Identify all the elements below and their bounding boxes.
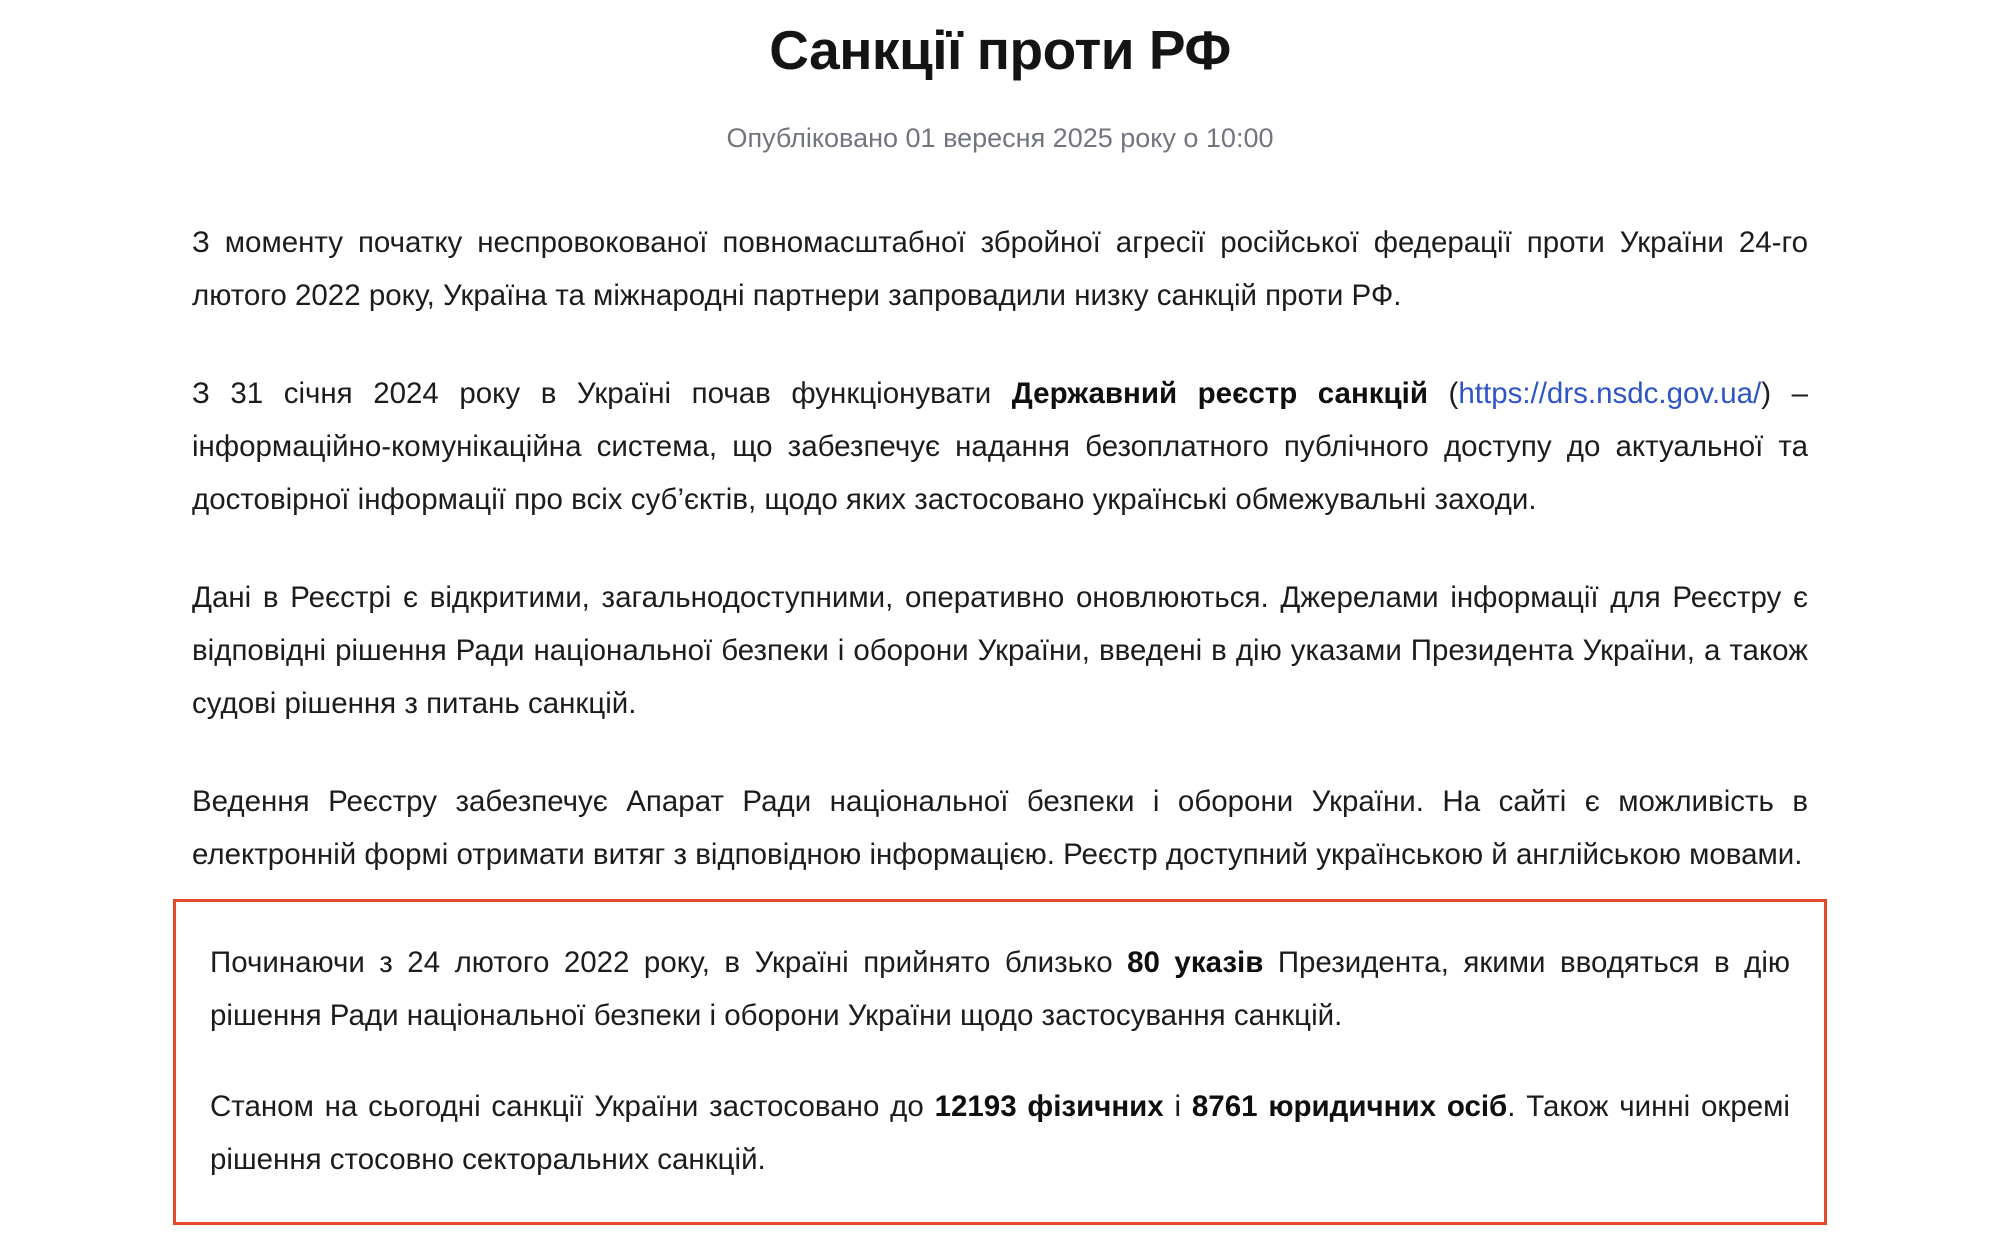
highlight-callout xyxy=(173,899,1827,1225)
published-date: Опубліковано 01 вересня 2025 року о 10:00 xyxy=(726,122,1274,153)
paragraph-intro: З моменту початку неспровокованої повномасштабної збройної агресії російської федерації проти України 24-го лютого 2022 року, Україна та міжнародні партнери запровадили низку санкцій проти РФ. xyxy=(192,225,1808,312)
paragraph-registry-tail: інформаційно-комунікаційна система, що забезпечує надання безоплатного публічного доступу до актуальної та достовірної інформації про всіх суб’єктів, щодо яких застосовано українські обмежувальні заходи. xyxy=(192,429,1808,516)
paragraph-registry-lead: З 31 січня 2024 року в Україні почав функціонувати xyxy=(192,376,1012,410)
paragraph-open-data: Дані в Реєстрі є відкритими, загальнодоступними, оперативно оновлюються. Джерелами інформації для Реєстру є відповідні рішення Ради національної безпеки і оборони України, введені в дію указами Президента України, а також судові рішення з питань санкцій. xyxy=(192,580,1808,720)
decrees-count-bold: 80 указів xyxy=(1127,945,1264,979)
individuals-count-bold: 12193 фізичних xyxy=(934,1089,1164,1123)
article-body xyxy=(160,216,1840,881)
link-open-paren: ( xyxy=(1428,376,1459,410)
callout-paragraph-decrees xyxy=(210,936,1790,1042)
paragraph-maintenance: Ведення Реєстру забезпечує Апарат Ради національної безпеки і оборони України. На сайті є можливість в електронній формі отримати витяг з відповідною інформацією. Реєстр доступний українською й англійською мовами. xyxy=(192,784,1808,871)
paragraph-registry xyxy=(192,367,1808,526)
registry-name-bold: Державний реєстр санкцій xyxy=(1011,376,1429,410)
callout-stats-middle: і xyxy=(1163,1089,1192,1123)
callout-decrees-lead: Починаючи з 24 лютого 2022 року, в Україні прийнято близько xyxy=(210,945,1128,979)
entities-count-bold: 8761 юридичних осіб xyxy=(1191,1089,1508,1123)
link-close-paren: ) – xyxy=(1761,376,1808,410)
registry-link[interactable]: https://drs.nsdc.gov.ua/ xyxy=(1458,376,1762,410)
callout-paragraph-stats xyxy=(210,1080,1790,1186)
article-container xyxy=(160,0,1840,1225)
callout-spacer xyxy=(160,881,1840,899)
callout-stats-tail: . Також чинні окремі рішення стосовно секторальних санкцій. xyxy=(210,1089,1790,1176)
page-title: Санкції проти РФ xyxy=(769,19,1231,81)
callout-decrees-tail: Президента, якими вводяться в дію рішення Ради національної безпеки і оборони України щодо застосування санкцій. xyxy=(210,945,1790,1032)
callout-stats-lead: Станом на сьогодні санкції України застосовано до xyxy=(210,1089,935,1123)
